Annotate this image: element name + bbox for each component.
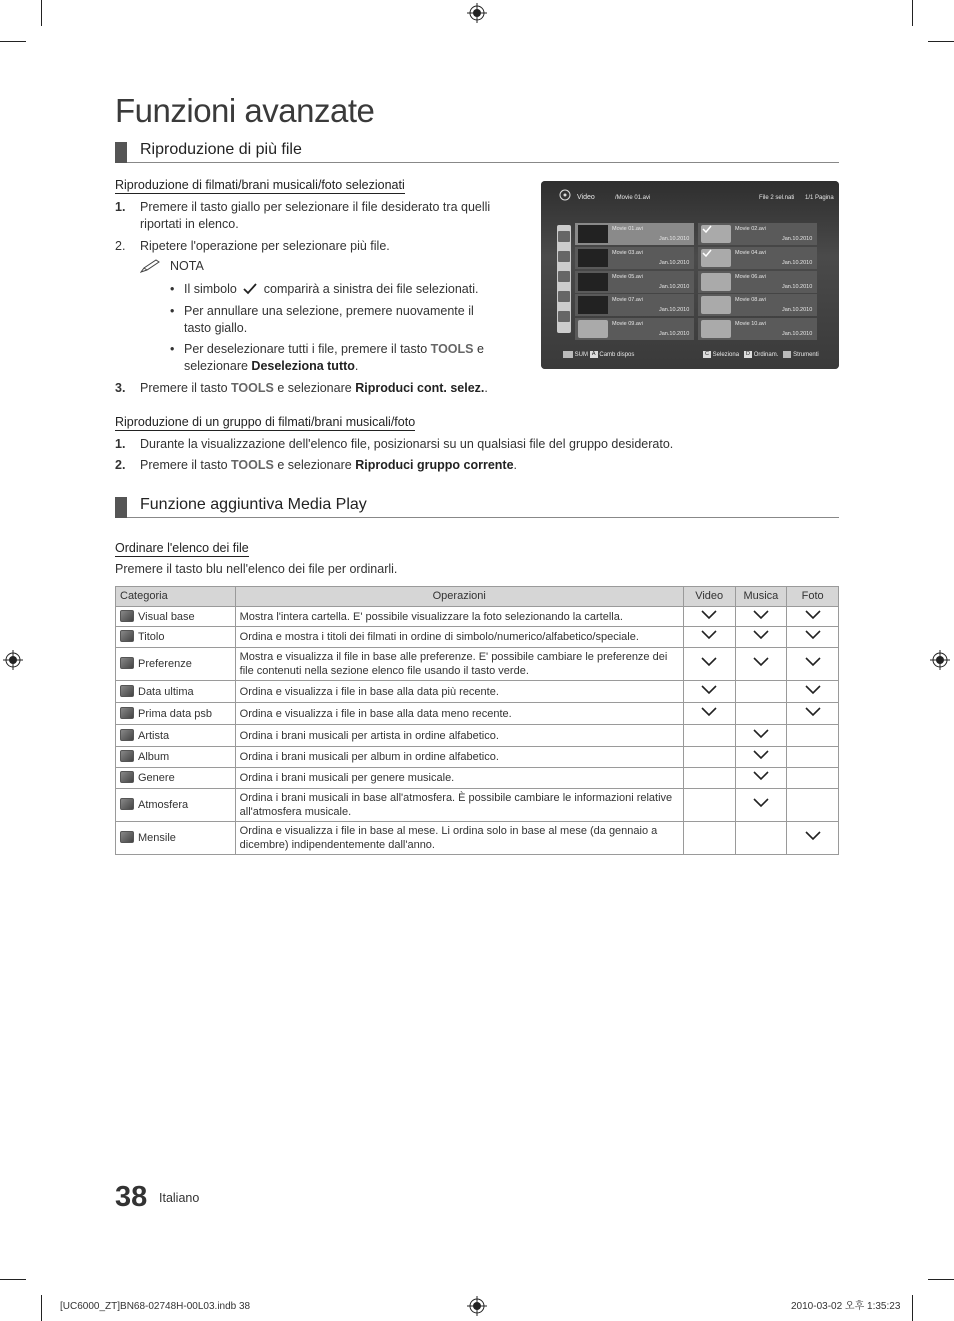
category-label: Mensile [138, 832, 176, 844]
tv-selected-info: File 2 sel.nati [759, 195, 795, 201]
month-icon [120, 831, 134, 843]
subsection-title: Riproduzione di filmati/brani musicali/foto selezionati [115, 178, 405, 192]
bullet-text: Per annullare una selezione, premere nuovamente il [184, 304, 474, 318]
step-body [140, 199, 520, 233]
check-chevron-icon [753, 750, 769, 760]
calendar-first-icon [120, 707, 134, 719]
crop-mark [928, 41, 954, 42]
check-chevron-icon [805, 610, 821, 620]
photo-support-cell [787, 768, 839, 789]
file-name: Movie 03.avi [612, 250, 643, 256]
step-number: 1. [115, 437, 126, 451]
checkmark-icon [702, 225, 712, 233]
footer-right [703, 351, 819, 359]
video-support-cell [683, 681, 735, 703]
bullet-dot: • [170, 282, 175, 296]
film-reel-icon [701, 273, 731, 291]
step-text: riportati in elenco. [140, 217, 239, 231]
bullet-text: comparirà a sinistra dei file selezionati. [263, 282, 479, 296]
category-label: Visual base [138, 610, 195, 623]
music-support-cell [735, 681, 787, 703]
video-thumbnail [578, 225, 608, 243]
operation-cell: Ordina e visualizza i file in base al mese. Li ordina solo in base al mese (da gennaio a dicembre) indipendentemente dall'anno. [235, 822, 683, 855]
step-text: Premere il tasto giallo per selezionare il file desiderato tra quelli [140, 200, 491, 214]
file-name: Movie 04.avi [735, 250, 766, 256]
check-chevron-icon [701, 610, 717, 620]
file-name: Movie 07.avi [612, 297, 643, 303]
check-chevron-icon [753, 729, 769, 739]
folder-icon [558, 231, 570, 242]
film-reel-icon [701, 320, 731, 338]
tv-file-item[interactable] [575, 271, 694, 293]
table-row [116, 681, 839, 703]
column-header: Foto [787, 587, 839, 607]
operation-cell: Ordina e visualizza i file in base alla data più recente. [235, 681, 683, 703]
operation-cell: Mostra e visualizza il file in base alle preferenze. E' possibile cambiare le preferenze dei file contenuti nella sezione elenco file usando il tasto verde. [235, 648, 683, 681]
file-date: Jan.10.2010 [659, 284, 690, 290]
registration-mark-icon [930, 650, 950, 670]
check-chevron-icon [805, 657, 821, 667]
footer-left [563, 351, 634, 359]
step-text: Ripetere l'operazione per selezionare più file. [140, 239, 390, 253]
operation-cell: Ordina i brani musicali per album in ordine alfabetico. [235, 747, 683, 768]
music-support-cell [735, 768, 787, 789]
tv-path: /Movie 01.avi [615, 195, 651, 201]
subsection-title: Riproduzione di un gruppo di filmati/brani musicali/foto [115, 415, 416, 429]
tv-title: Video [577, 194, 595, 201]
step-body [140, 380, 488, 397]
step-text: e selezionare [277, 458, 352, 472]
c-button-label: Seleziona [712, 352, 740, 359]
check-chevron-icon [701, 630, 717, 640]
check-chevron-icon [805, 831, 821, 841]
video-support-cell [683, 703, 735, 725]
tv-file-item[interactable] [575, 294, 694, 316]
registration-mark-icon [467, 3, 487, 23]
step-text: Premere il tasto [140, 458, 228, 472]
c-button-key[interactable]: C [703, 351, 711, 358]
tv-file-item[interactable] [698, 247, 817, 269]
bullet-text: e [476, 342, 484, 356]
tv-footer [555, 349, 835, 361]
file-date: Jan.10.2010 [659, 236, 690, 242]
star-icon [120, 657, 134, 669]
music-support-cell [735, 627, 787, 648]
column-header: Video [683, 587, 735, 607]
file-name: Movie 06.avi [735, 274, 766, 280]
checkmark-icon [243, 283, 257, 295]
artist-icon [120, 729, 134, 741]
table-row [116, 725, 839, 747]
sort-options-table [115, 586, 839, 855]
file-name: Movie 10.avi [735, 321, 766, 327]
category-cell [116, 627, 236, 648]
bullet-line [184, 358, 504, 375]
d-button-key[interactable]: D [744, 351, 752, 358]
operation-cell: Ordina e visualizza i file in base alla data meno recente. [235, 703, 683, 725]
operation-cell: Mostra l'intera cartella. E' possibile visualizzare la foto selezionando la cartella. [235, 607, 683, 627]
folder-icon [120, 610, 134, 622]
print-slug-left: [UC6000_ZT]BN68-02748H-00L03.indb 38 [60, 1301, 251, 1312]
file-date: Jan.10.2010 [782, 284, 813, 290]
section-title: Funzione aggiuntiva Media Play [140, 496, 367, 513]
a-button-label: Camb dispos [599, 352, 635, 359]
menu-option: Deseleziona tutto [251, 359, 355, 373]
tools-keyword: TOOLS [231, 458, 274, 472]
intro-text: Premere il tasto blu nell'elenco dei file per ordinarli. [115, 562, 398, 576]
tv-screenshot [541, 181, 839, 369]
registration-mark-icon [467, 1296, 487, 1316]
subsection-title: Ordinare l'elenco dei file [115, 541, 249, 555]
music-support-cell [735, 648, 787, 681]
music-support-cell [735, 789, 787, 822]
file-date: Jan.10.2010 [659, 260, 690, 266]
section-header [115, 496, 839, 518]
video-support-cell [683, 607, 735, 627]
calendar-icon [558, 271, 570, 282]
file-date: Jan.10.2010 [782, 236, 813, 242]
album-icon [120, 750, 134, 762]
bullet-text: tasto giallo. [184, 321, 248, 335]
title-icon [120, 630, 134, 642]
category-cell [116, 747, 236, 768]
step-text: Premere il tasto [140, 381, 228, 395]
column-header: Musica [735, 587, 787, 607]
bullet-body [184, 281, 478, 298]
photo-support-cell [787, 703, 839, 725]
bullet-text: Per deselezionare tutti i file, premere il tasto [184, 342, 428, 356]
bullet-text: Il simbolo [184, 282, 237, 296]
file-date: Jan.10.2010 [659, 307, 690, 313]
category-label: Titolo [138, 631, 165, 643]
file-date: Jan.10.2010 [782, 331, 813, 337]
section-bar [115, 497, 127, 518]
bullet-body [184, 341, 504, 375]
table-row [116, 768, 839, 789]
crop-mark [41, 0, 42, 26]
table-row [116, 789, 839, 822]
device-icon [563, 351, 573, 358]
music-support-cell [735, 822, 787, 855]
table-body [116, 607, 839, 855]
registration-mark-icon [3, 650, 23, 670]
music-support-cell [735, 703, 787, 725]
section-header [115, 141, 839, 163]
video-support-cell [683, 648, 735, 681]
check-chevron-icon [753, 771, 769, 781]
bullet-text: selezionare [184, 359, 248, 373]
bullet-text: . [354, 359, 359, 373]
section-bar [115, 142, 127, 163]
music-support-cell [735, 725, 787, 747]
sum-label: SUM [574, 352, 589, 359]
category-cell [116, 789, 236, 822]
page-number: 38 [115, 1181, 148, 1213]
step-number: 2. [115, 239, 126, 253]
table-row [116, 648, 839, 681]
video-support-cell [683, 627, 735, 648]
crop-mark [912, 0, 913, 26]
section-title: Riproduzione di più file [140, 141, 302, 158]
category-cell [116, 681, 236, 703]
crop-mark [928, 1279, 954, 1280]
check-chevron-icon [701, 707, 717, 717]
file-name: Movie 08.avi [735, 297, 766, 303]
video-support-cell [683, 725, 735, 747]
video-support-cell [683, 822, 735, 855]
column-header: Operazioni [235, 587, 683, 607]
video-thumbnail [578, 296, 608, 314]
table-row [116, 627, 839, 648]
tv-file-item[interactable] [698, 223, 817, 245]
crop-mark [0, 1279, 26, 1280]
calendar-first-icon [558, 291, 570, 302]
file-date: Jan.10.2010 [659, 331, 690, 337]
category-label: Preferenze [138, 658, 192, 670]
video-thumbnail [578, 249, 608, 267]
column-header: Categoria [116, 587, 236, 607]
tv-file-item[interactable] [575, 318, 694, 340]
tools-keyword: TOOLS [231, 381, 274, 395]
photo-support-cell [787, 681, 839, 703]
category-label: Album [138, 751, 170, 763]
crop-mark [912, 1295, 913, 1321]
tools-button-label: Strumenti [793, 352, 819, 359]
category-cell [116, 768, 236, 789]
tv-page-info: 1/1 Pagina [805, 195, 834, 201]
page-language: Italiano [159, 1191, 200, 1205]
video-support-cell [683, 789, 735, 822]
checkmark-icon [702, 249, 712, 257]
file-name: Movie 05.avi [612, 274, 643, 280]
operation-cell: Ordina e mostra i titoli dei filmati in ordine di simbolo/numerico/alfabetico/speciale. [235, 627, 683, 648]
step-text: e selezionare [277, 381, 352, 395]
print-slug-right: 2010-03-02 오후 1:35:23 [791, 1301, 901, 1312]
genre-icon [120, 771, 134, 783]
file-date: Jan.10.2010 [782, 307, 813, 313]
note-label: NOTA [170, 259, 204, 273]
crop-mark [0, 41, 26, 42]
tv-file-item[interactable] [575, 247, 694, 269]
video-thumbnail [578, 273, 608, 291]
video-support-cell [683, 768, 735, 789]
bullet-line [184, 341, 504, 358]
category-label: Artista [138, 729, 170, 742]
table-row [116, 822, 839, 855]
table-row [116, 747, 839, 768]
tools-keyword: TOOLS [430, 342, 474, 356]
title-icon [558, 251, 570, 262]
check-chevron-icon [701, 685, 717, 695]
pencil-note-icon [140, 259, 162, 273]
category-cell [116, 703, 236, 725]
a-button-key[interactable]: A [590, 351, 598, 358]
calendar-icon [120, 685, 134, 697]
tv-file-item[interactable] [698, 294, 817, 316]
step-text: Durante la visualizzazione dell'elenco file, posizionarsi su un qualsiasi file del gruppo desiderato. [140, 437, 674, 451]
bullet-body [184, 303, 504, 337]
photo-support-cell [787, 725, 839, 747]
film-reel-icon [701, 296, 731, 314]
category-label: Data ultima [138, 685, 194, 698]
film-reel-icon [578, 320, 608, 338]
tv-file-item[interactable] [698, 271, 817, 293]
step-number: 1. [115, 200, 126, 214]
operation-cell: Ordina i brani musicali in base all'atmosfera. È possibile cambiare le informazioni relative all'atmosfera musicale. [235, 789, 683, 822]
file-name: Movie 09.avi [612, 321, 643, 327]
file-date: Jan.10.2010 [782, 260, 813, 266]
photo-support-cell [787, 789, 839, 822]
tv-file-item[interactable] [575, 223, 694, 245]
table-row [116, 703, 839, 725]
check-chevron-icon [805, 630, 821, 640]
page-title: Funzioni avanzate [115, 92, 375, 129]
tv-file-item[interactable] [698, 318, 817, 340]
check-chevron-icon [753, 798, 769, 808]
category-cell [116, 725, 236, 747]
photo-support-cell [787, 607, 839, 627]
table-header-row [116, 587, 839, 607]
file-name: Movie 02.avi [735, 226, 766, 232]
photo-support-cell [787, 627, 839, 648]
film-reel-icon [559, 189, 571, 201]
mood-icon [558, 311, 570, 322]
category-cell [116, 822, 236, 855]
table-row [116, 607, 839, 627]
step-text: . [513, 458, 518, 472]
category-cell [116, 648, 236, 681]
tv-category-nav [557, 225, 571, 333]
check-chevron-icon [701, 657, 717, 667]
photo-support-cell [787, 747, 839, 768]
tools-icon[interactable] [783, 351, 791, 358]
crop-mark [41, 1295, 42, 1321]
file-name: Movie 01.avi [612, 226, 643, 232]
step-body [140, 457, 517, 474]
step-number: 3. [115, 381, 126, 395]
check-chevron-icon [805, 707, 821, 717]
music-support-cell [735, 607, 787, 627]
check-chevron-icon [805, 685, 821, 695]
menu-option: Riproduci cont. selez. [355, 381, 485, 395]
operation-cell: Ordina i brani musicali per artista in ordine alfabetico. [235, 725, 683, 747]
category-label: Prima data psb [138, 707, 212, 720]
bullet-dot: • [170, 342, 175, 356]
photo-support-cell [787, 648, 839, 681]
step-text: . [484, 381, 488, 395]
photo-support-cell [787, 822, 839, 855]
menu-option: Riproduci gruppo corrente [355, 458, 514, 472]
category-cell [116, 607, 236, 627]
video-support-cell [683, 747, 735, 768]
check-chevron-icon [753, 657, 769, 667]
check-chevron-icon [753, 630, 769, 640]
operation-cell: Ordina i brani musicali per genere musicale. [235, 768, 683, 789]
step-number: 2. [115, 458, 126, 472]
check-chevron-icon [753, 610, 769, 620]
music-support-cell [735, 747, 787, 768]
category-label: Atmosfera [138, 799, 189, 811]
category-label: Genere [138, 772, 175, 784]
d-button-label: Ordinam. [753, 352, 779, 359]
mood-icon [120, 798, 134, 810]
bullet-dot: • [170, 304, 175, 318]
